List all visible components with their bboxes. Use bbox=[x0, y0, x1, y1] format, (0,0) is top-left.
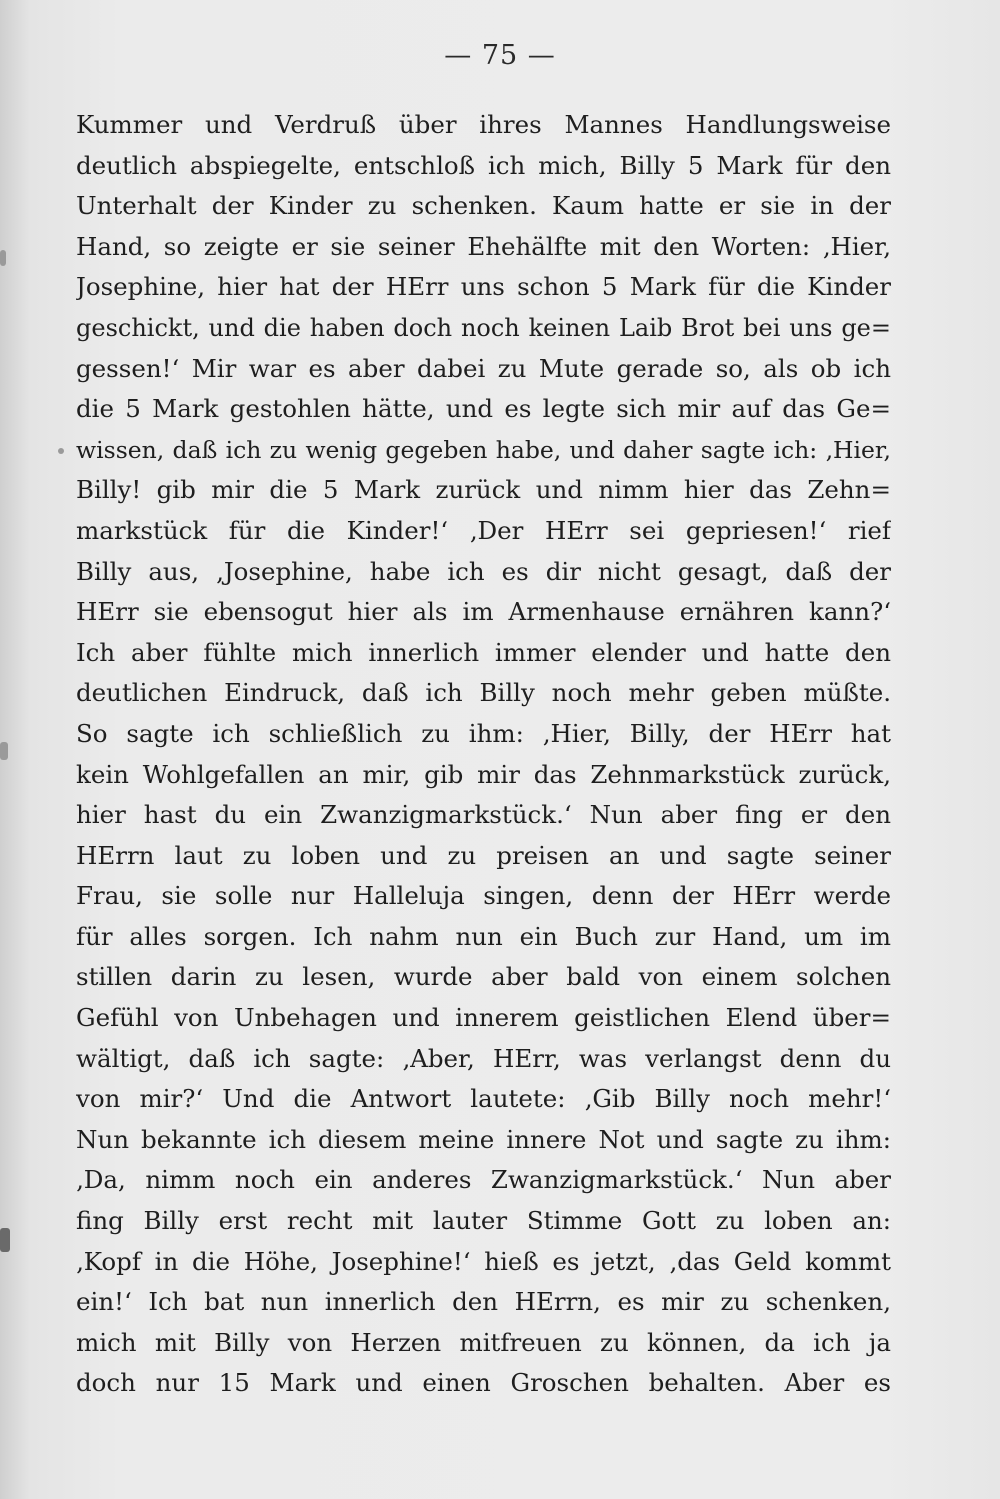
binding-mark bbox=[0, 250, 6, 266]
text-line: HErr sie ebensogut hier als im Armenhause ernähren kann?‘ bbox=[76, 597, 891, 627]
text-line: mich mit Billy von Herzen mitfreuen zu können, da ich ja bbox=[76, 1327, 891, 1357]
text-line: HErrn laut zu loben und zu preisen an und sagte seiner bbox=[76, 840, 891, 870]
text-line: Ich aber fühlte mich innerlich immer elender und hatte den bbox=[76, 637, 891, 667]
text-line: Frau, sie solle nur Halleluja singen, denn der HErr werde bbox=[76, 881, 891, 911]
text-line: gessen!‘ Mir war es aber dabei zu Mute gerade so, als ob ich bbox=[76, 353, 891, 383]
text-line: Hand, so zeigte er sie seiner Ehehälfte mit den Worten: ‚Hier, bbox=[76, 231, 891, 261]
text-line: Kummer und Verdruß über ihres Mannes Handlungsweise bbox=[76, 110, 891, 139]
page-number: — 75 — bbox=[444, 40, 556, 71]
text-line: Billy! gib mir die 5 Mark zurück und nimm hier das Zehn= bbox=[76, 475, 891, 505]
text-line: die 5 Mark gestohlen hätte, und es legte sich mir auf das Ge= bbox=[76, 394, 891, 424]
text-line: stillen darin zu lesen, wurde aber bald von einem solchen bbox=[76, 962, 891, 992]
text-line: deutlichen Eindruck, daß ich Billy noch mehr geben müßte. bbox=[76, 678, 891, 708]
text-line: doch nur 15 Mark und einen Groschen behalten. Aber es bbox=[76, 1368, 891, 1398]
text-line: markstück für die Kinder!‘ ‚Der HErr sei gepriesen!‘ rief bbox=[76, 515, 891, 545]
text-line: ‚Da, nimm noch ein anderes Zwanzigmarkstück.‘ Nun aber bbox=[76, 1165, 891, 1195]
binding-mark bbox=[58, 448, 64, 454]
text-line: ein!‘ Ich bat nun innerlich den HErrn, es mir zu schenken, bbox=[76, 1287, 891, 1317]
text-line: fing Billy erst recht mit lauter Stimme Gott zu loben an: bbox=[76, 1206, 891, 1236]
text-line: für alles sorgen. Ich nahm nun ein Buch zur Hand, um im bbox=[76, 921, 891, 951]
binding-mark bbox=[0, 1228, 10, 1252]
text-line: Billy aus, ‚Josephine, habe ich es dir nicht gesagt, daß der bbox=[76, 556, 891, 586]
text-line: Unterhalt der Kinder zu schenken. Kaum hatte er sie in der bbox=[76, 191, 891, 221]
text-line: hier hast du ein Zwanzigmarkstück.‘ Nun aber fing er den bbox=[76, 800, 891, 830]
text-line: Nun bekannte ich diesem meine innere Not und sagte zu ihm: bbox=[76, 1124, 891, 1154]
text-line: deutlich abspiegelte, entschloß ich mich, Billy 5 Mark für den bbox=[76, 150, 891, 180]
binding-mark bbox=[0, 742, 8, 760]
text-line: Gefühl von Unbehagen und innerem geistlichen Elend über= bbox=[76, 1003, 891, 1033]
text-line: ‚Kopf in die Höhe, Josephine!‘ hieß es jetzt, ‚das Geld kommt bbox=[76, 1246, 891, 1276]
body-text bbox=[76, 105, 891, 1404]
text-line: Josephine, hier hat der HErr uns schon 5 Mark für die Kinder bbox=[76, 272, 891, 302]
text-line: kein Wohlgefallen an mir, gib mir das Zehnmarkstück zurück, bbox=[76, 759, 891, 789]
text-line: von mir?‘ Und die Antwort lautete: ‚Gib Billy noch mehr!‘ bbox=[76, 1084, 891, 1114]
text-line: So sagte ich schließlich zu ihm: ‚Hier, Billy, der HErr hat bbox=[76, 718, 891, 748]
text-line: wältigt, daß ich sagte: ‚Aber, HErr, was verlangst denn du bbox=[76, 1043, 891, 1073]
text-line: wissen, daß ich zu wenig gegeben habe, und daher sagte ich: ‚Hier, bbox=[76, 435, 891, 464]
text-line: geschickt, und die haben doch noch keinen Laib Brot bei uns ge= bbox=[76, 313, 891, 342]
